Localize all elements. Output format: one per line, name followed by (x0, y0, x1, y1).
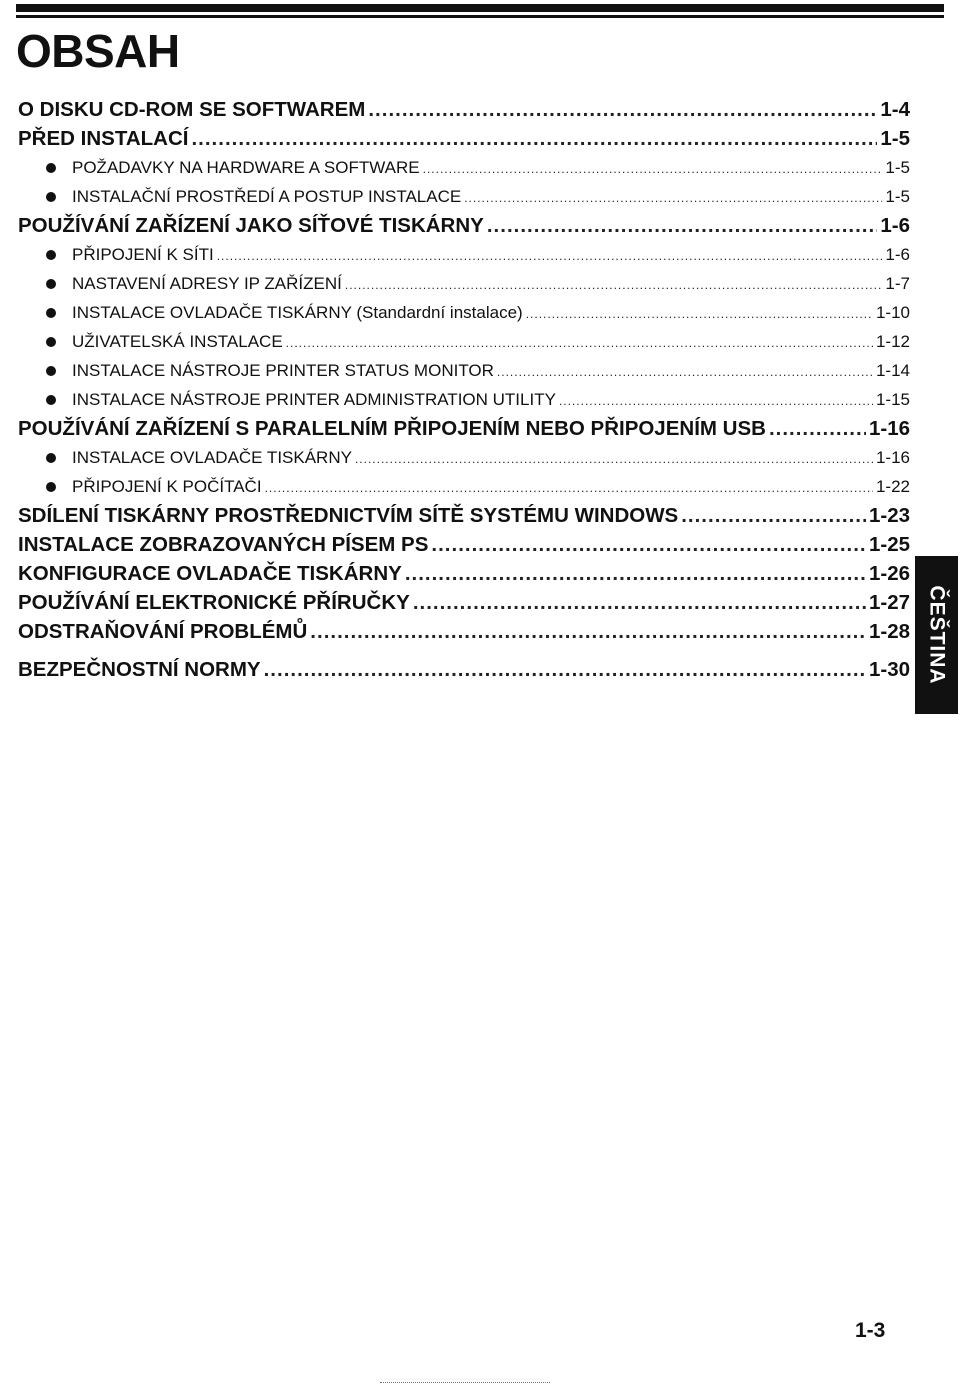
dot-leader (431, 530, 866, 559)
toc-entry-page: 1-26 (868, 562, 910, 585)
toc-subentry[interactable] (18, 356, 910, 385)
toc-entry-page: 1-28 (868, 620, 910, 643)
bullet-icon (46, 453, 56, 463)
toc-entry-page: 1-14 (875, 361, 910, 380)
toc-subentry[interactable] (18, 385, 910, 414)
toc-entry[interactable] (18, 588, 910, 617)
toc-entry-label: INSTALACE OVLADAČE TISKÁRNY (Standardní instalace) (72, 303, 523, 322)
toc-entry-page: 1-6 (880, 214, 910, 237)
dot-leader (464, 184, 882, 213)
dot-leader (191, 124, 877, 153)
toc-entry-label: INSTALACE ZOBRAZOVANÝCH PÍSEM PS (18, 533, 429, 556)
toc-entry[interactable] (18, 501, 910, 530)
bullet-icon (46, 366, 56, 376)
toc-entry-page: 1-27 (868, 591, 910, 614)
dot-leader (413, 588, 866, 617)
toc-entry-label: PŘED INSTALACÍ (18, 127, 189, 150)
bullet-icon (46, 337, 56, 347)
toc-entry[interactable] (18, 95, 910, 124)
language-side-tab (915, 556, 958, 714)
dot-leader (286, 329, 873, 358)
dot-leader (487, 211, 878, 240)
toc-entry-label: POUŽÍVÁNÍ ZAŘÍZENÍ S PARALELNÍM PŘIPOJENÍM NEBO PŘIPOJENÍM USB (18, 417, 766, 440)
bullet-icon (46, 395, 56, 405)
toc-entry-label: INSTALACE OVLADAČE TISKÁRNY (72, 448, 352, 467)
dot-leader (526, 300, 873, 329)
dot-leader (681, 501, 866, 530)
toc-entry[interactable] (18, 124, 910, 153)
toc-entry[interactable] (18, 414, 910, 443)
dot-leader (368, 95, 877, 124)
toc-entry-label: SDÍLENÍ TISKÁRNY PROSTŘEDNICTVÍM SÍTĚ SYSTÉMU WINDOWS (18, 504, 679, 527)
toc-entry-label: ODSTRAŇOVÁNÍ PROBLÉMŮ (18, 620, 308, 643)
toc-subentry[interactable] (18, 298, 910, 327)
toc-entry-page: 1-5 (885, 187, 910, 206)
toc-subentry[interactable] (18, 472, 910, 501)
toc-entry-page: 1-10 (875, 303, 910, 322)
toc-entry-page: 1-25 (868, 533, 910, 556)
dot-leader (310, 617, 866, 646)
toc-entry-label: INSTALAČNÍ PROSTŘEDÍ A POSTUP INSTALACE (72, 187, 462, 206)
toc-entry[interactable] (18, 617, 910, 646)
toc-entry-label: UŽIVATELSKÁ INSTALACE (72, 332, 283, 351)
dot-leader (265, 474, 873, 503)
bullet-icon (46, 192, 56, 202)
toc-entry[interactable] (18, 559, 910, 588)
toc-entry-page: 1-15 (875, 390, 910, 409)
toc-entry-label: O DISKU CD-ROM SE SOFTWAREM (18, 98, 366, 121)
toc-subentry[interactable] (18, 443, 910, 472)
bullet-icon (46, 482, 56, 492)
toc-entry-label: NASTAVENÍ ADRESY IP ZAŘÍZENÍ (72, 274, 342, 293)
toc-entry-label: PŘIPOJENÍ K SÍTI (72, 245, 214, 264)
bullet-icon (46, 279, 56, 289)
dot-leader (345, 271, 883, 300)
toc-entry-page: 1-6 (885, 245, 910, 264)
table-of-contents (18, 95, 910, 684)
toc-entry-label: BEZPEČNOSTNÍ NORMY (18, 658, 261, 681)
toc-entry-page: 1-5 (880, 127, 910, 150)
toc-entry-page: 1-16 (875, 448, 910, 467)
toc-entry-page: 1-16 (868, 417, 910, 440)
toc-entry-page: 1-30 (868, 658, 910, 681)
dot-leader (405, 559, 866, 588)
dot-leader (769, 414, 866, 443)
page-title: OBSAH (16, 25, 180, 77)
toc-subentry[interactable] (18, 240, 910, 269)
toc-entry-page: 1-23 (868, 504, 910, 527)
toc-subentry[interactable] (18, 269, 910, 298)
toc-entry-label: KONFIGURACE OVLADAČE TISKÁRNY (18, 562, 402, 585)
dot-leader (423, 155, 883, 184)
toc-entry-page: 1-5 (885, 158, 910, 177)
toc-entry-page: 1-22 (875, 477, 910, 496)
dot-leader (264, 655, 866, 684)
toc-entry-label: POUŽÍVÁNÍ ELEKTRONICKÉ PŘÍRUČKY (18, 591, 410, 614)
footer-dotted-line (380, 1382, 550, 1384)
dot-leader (217, 242, 883, 271)
toc-entry-label: POUŽÍVÁNÍ ZAŘÍZENÍ JAKO SÍŤOVÉ TISKÁRNY (18, 214, 484, 237)
toc-subentry[interactable] (18, 327, 910, 356)
toc-entry-label: PŘIPOJENÍ K POČÍTAČI (72, 477, 262, 496)
bullet-icon (46, 163, 56, 173)
page-number: 1-3 (855, 1319, 886, 1342)
toc-subentry[interactable] (18, 153, 910, 182)
toc-entry-label: INSTALACE NÁSTROJE PRINTER STATUS MONITOR (72, 361, 494, 380)
dot-leader (355, 445, 873, 474)
bullet-icon (46, 308, 56, 318)
toc-entry[interactable] (18, 530, 910, 559)
header-rule-thin (16, 15, 944, 18)
toc-entry-page: 1-12 (875, 332, 910, 351)
toc-entry[interactable] (18, 655, 910, 684)
header-rule-thick (16, 4, 944, 12)
toc-subentry[interactable] (18, 182, 910, 211)
toc-entry-label: POŽADAVKY NA HARDWARE A SOFTWARE (72, 158, 420, 177)
toc-entry[interactable] (18, 211, 910, 240)
dot-leader (559, 387, 873, 416)
toc-entry-page: 1-7 (885, 274, 910, 293)
toc-entry-label: INSTALACE NÁSTROJE PRINTER ADMINISTRATION UTILITY (72, 390, 556, 409)
side-tab-label: ČEŠTINA (925, 585, 949, 685)
toc-entry-page: 1-4 (880, 98, 910, 121)
dot-leader (497, 358, 873, 387)
bullet-icon (46, 250, 56, 260)
